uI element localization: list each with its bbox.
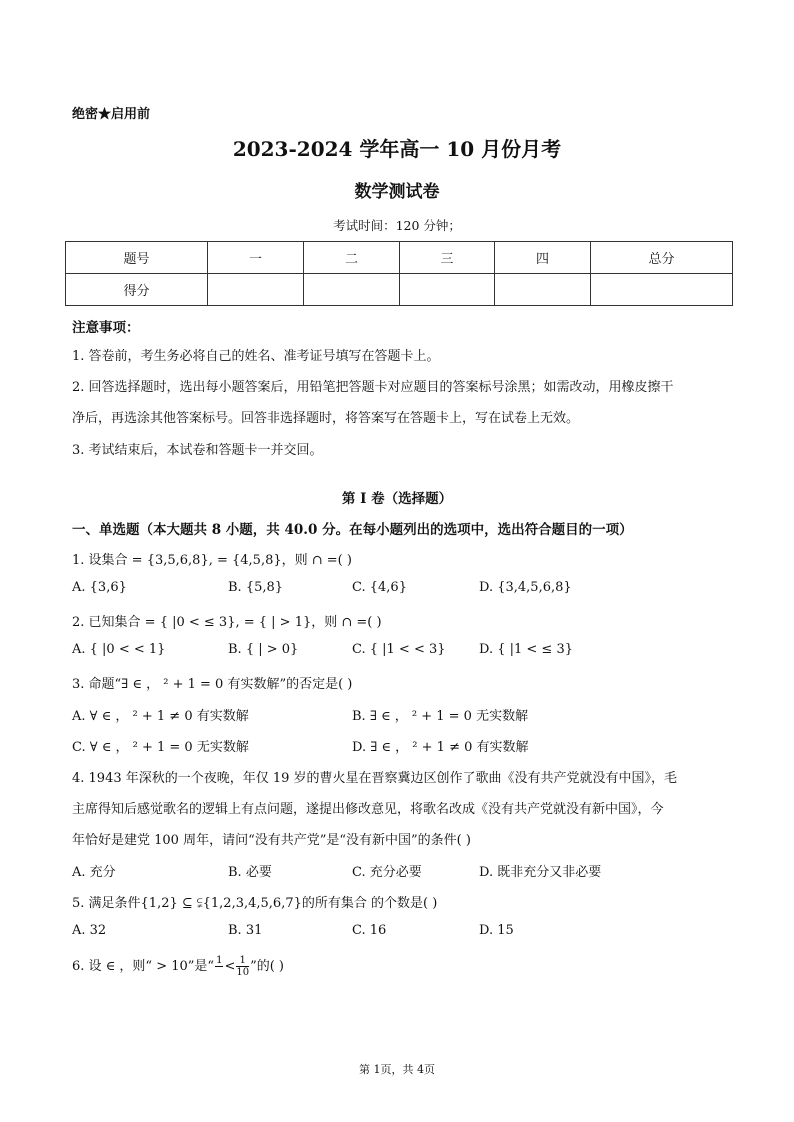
fraction bbox=[215, 955, 223, 978]
question-2-option-c: C. { |1 < < 3} bbox=[352, 642, 446, 657]
question-5-option-b: B. 31 bbox=[228, 923, 263, 938]
question-1-option-c: C. {4,6} bbox=[352, 580, 407, 595]
question-4-line: 年恰好是建党 100 周年，请问“没有共产党”是“没有新中国”的条件( ) bbox=[72, 833, 471, 848]
question-5-option-a: A. 32 bbox=[72, 923, 107, 938]
page-footer: 第 1页，共 4页 bbox=[359, 1063, 435, 1076]
section-title: 第 I 卷（选择题） bbox=[341, 491, 453, 507]
question-2-option-a: A. { |0 < < 1} bbox=[72, 642, 166, 657]
confidential-label: 绝密★启用前 bbox=[72, 107, 151, 122]
question-4-option-b: B. 必要 bbox=[228, 865, 272, 880]
score-table-header-row bbox=[66, 242, 733, 274]
score-cell: 三 bbox=[400, 242, 495, 274]
score-cell: 四 bbox=[495, 242, 591, 274]
question-4-line: 4. 1943 年深秋的一个夜晚，年仅 19 岁的曹火星在晋察冀边区创作了歌曲《没有共产党就没有中国》，毛 bbox=[72, 771, 678, 786]
question-4-option-c: C. 充分必要 bbox=[352, 865, 422, 880]
question-5-option-d: D. 15 bbox=[479, 923, 514, 938]
question-3-stem: 3. 命题“∃ ∈ ， ² + 1 = 0 有实数解”的否定是( ) bbox=[72, 677, 353, 692]
question-1-stem: 1. 设集合 = {3,5,6,8}, = {4,5,8}，则 ∩ =( ) bbox=[72, 553, 352, 568]
fraction-numerator: 1 bbox=[216, 955, 223, 966]
question-3-option-a: A. ∀ ∈ ， ² + 1 ≠ 0 有实数解 bbox=[72, 709, 249, 724]
question-5-option-c: C. 16 bbox=[352, 923, 387, 938]
score-input-cell[interactable] bbox=[591, 274, 733, 306]
question-1-option-b: B. {5,8} bbox=[228, 580, 284, 595]
note-line: 3. 考试结束后，本试卷和答题卡一并交回。 bbox=[72, 443, 323, 458]
score-table-score-row bbox=[66, 274, 733, 306]
score-input-cell[interactable] bbox=[495, 274, 591, 306]
score-cell: 二 bbox=[304, 242, 400, 274]
fraction-numerator: 1 bbox=[236, 955, 249, 967]
score-input-cell[interactable] bbox=[400, 274, 495, 306]
notes-heading: 注意事项： bbox=[72, 320, 140, 336]
note-line: 2. 回答选择题时，选出每小题答案后，用铅笔把答题卡对应题目的答案标号涂黑；如需改动，用橡皮擦干 bbox=[72, 380, 674, 395]
question-4-option-a: A. 充分 bbox=[72, 865, 116, 880]
note-line: 1. 答卷前，考生务必将自己的姓名、准考证号填写在答题卡上。 bbox=[72, 349, 440, 364]
score-input-cell[interactable] bbox=[208, 274, 304, 306]
score-cell: 一 bbox=[208, 242, 304, 274]
question-6-text-b: ”的( ) bbox=[250, 959, 285, 974]
exam-subtitle: 数学测试卷 bbox=[354, 182, 440, 202]
note-line: 净后，再选涂其他答案标号。回答非选择题时，将答案写在答题卡上，写在试卷上无效。 bbox=[72, 411, 580, 426]
score-cell: 总分 bbox=[591, 242, 733, 274]
question-2-stem: 2. 已知集合 = { |0 < ≤ 3}, = { | > 1}，则 ∩ =( ) bbox=[72, 615, 382, 630]
question-3-option-c: C. ∀ ∈ ， ² + 1 = 0 无实数解 bbox=[72, 740, 249, 755]
question-1-option-a: A. {3,6} bbox=[72, 580, 127, 595]
question-2-option-b: B. { | > 0} bbox=[228, 642, 299, 657]
question-6-stem bbox=[72, 955, 284, 978]
score-cell: 题号 bbox=[66, 242, 208, 274]
question-3-option-d: D. ∃ ∈ ， ² + 1 ≠ 0 有实数解 bbox=[352, 740, 529, 755]
question-5-stem: 5. 满足条件{1,2} ⊆ ⫋{1,2,3,4,5,6,7}的所有集合 的个数是( ) bbox=[72, 896, 438, 911]
question-6-text-a: 6. 设 ∈ ，则“ > 10”是“ bbox=[72, 959, 215, 974]
question-3-option-b: B. ∃ ∈ ， ² + 1 = 0 无实数解 bbox=[352, 709, 529, 724]
fraction-denominator bbox=[215, 967, 223, 978]
fraction bbox=[236, 955, 249, 978]
score-table bbox=[65, 241, 733, 306]
question-2-option-d: D. { |1 < ≤ 3} bbox=[479, 642, 574, 657]
question-4-line: 主席得知后感觉歌名的逻辑上有点问题，遂提出修改意见，将歌名改成《没有共产党就没有新中国》，今 bbox=[72, 802, 664, 817]
part-heading: 一、单选题（本大题共 8 小题，共 40.0 分。在每小题列出的选项中，选出符合题目的一项） bbox=[72, 522, 633, 538]
exam-time: 考试时间：120 分钟； bbox=[333, 218, 461, 233]
less-than-sign: < bbox=[224, 959, 236, 974]
score-input-cell[interactable] bbox=[304, 274, 400, 306]
question-1-option-d: D. {3,4,5,6,8} bbox=[479, 580, 572, 595]
score-cell: 得分 bbox=[66, 274, 208, 306]
fraction-denominator: 10 bbox=[236, 967, 250, 978]
exam-title: 2023-2024 学年高一 10 月份月考 bbox=[232, 137, 562, 161]
question-4-option-d: D. 既非充分又非必要 bbox=[479, 865, 602, 880]
